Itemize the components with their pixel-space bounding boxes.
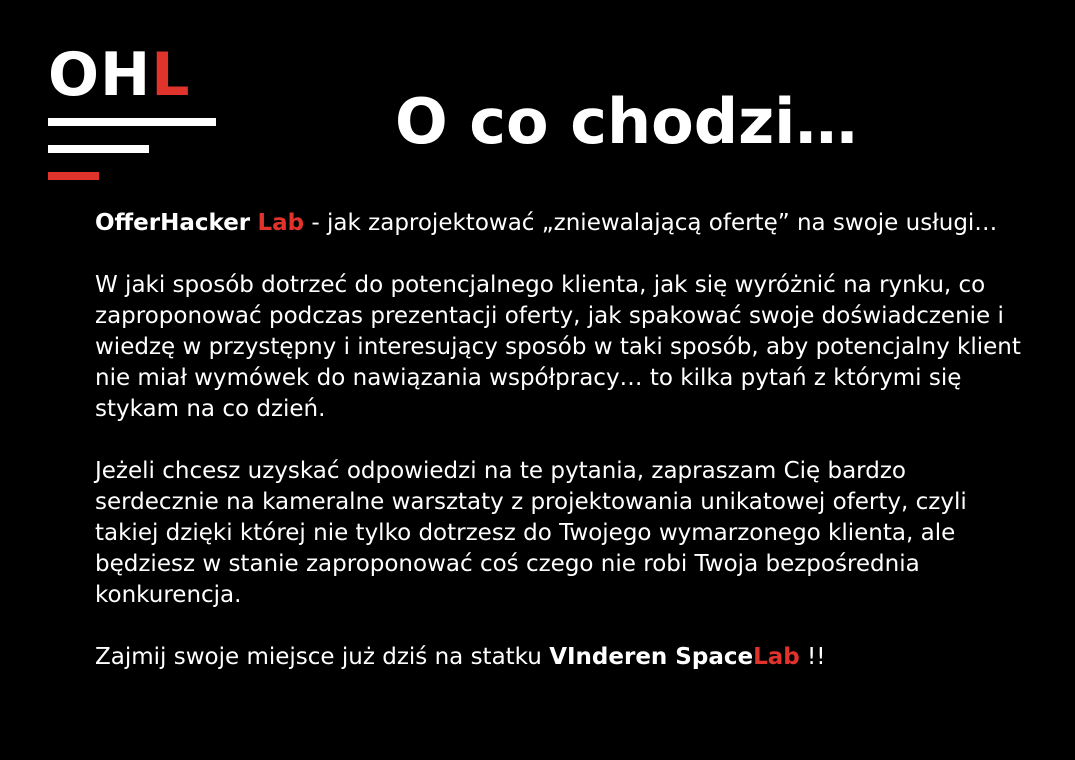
body-text xyxy=(95,208,1030,673)
logo-bar-short-accent xyxy=(48,172,99,180)
logo-text-accent: L xyxy=(151,40,191,110)
venue-name: VInderen Space xyxy=(549,644,754,670)
ohl-logo xyxy=(48,40,223,185)
brand-name: OfferHacker xyxy=(95,210,251,236)
logo-text-main: OH xyxy=(48,40,152,110)
brand-accent: Lab xyxy=(257,210,305,236)
logo-bar-medium xyxy=(48,145,149,153)
cta-text: Zajmij swoje miejsce już dziś na statku xyxy=(95,644,550,670)
intro-paragraph xyxy=(95,208,1030,239)
cta-paragraph xyxy=(95,642,1030,673)
intro-text: - jak zaprojektować „zniewalającą ofertę” na swoje usługi… xyxy=(304,210,998,236)
venue-accent: Lab xyxy=(753,644,800,670)
questions-paragraph: W jaki sposób dotrzeć do potencjalnego klienta, jak się wyróżnić na rynku, co zaproponować podczas prezentacji oferty, jak spakować swoje doświadczenie i wiedzę w przystępny i interesujący sposób w taki sposób, aby potencjalny klient nie miał wymówek do nawiązania współpracy… to kilka pytań z którymi się stykam na co dzień. xyxy=(95,272,1021,422)
page-title: O co chodzi… xyxy=(395,85,858,158)
logo-text xyxy=(48,40,190,110)
cta-suffix: !! xyxy=(799,644,826,670)
invitation-paragraph: Jeżeli chcesz uzyskać odpowiedzi na te pytania, zapraszam Cię bardzo serdecznie na kameralne warsztaty z projektowania unikatowej oferty, czyli takiej dzięki której nie tylko dotrzesz do Twojego wymarzonego klienta, ale będziesz w stanie zaproponować coś czego nie robi Twoja bezpośrednia konkurencja. xyxy=(95,458,967,608)
logo-bar-long xyxy=(48,118,216,126)
